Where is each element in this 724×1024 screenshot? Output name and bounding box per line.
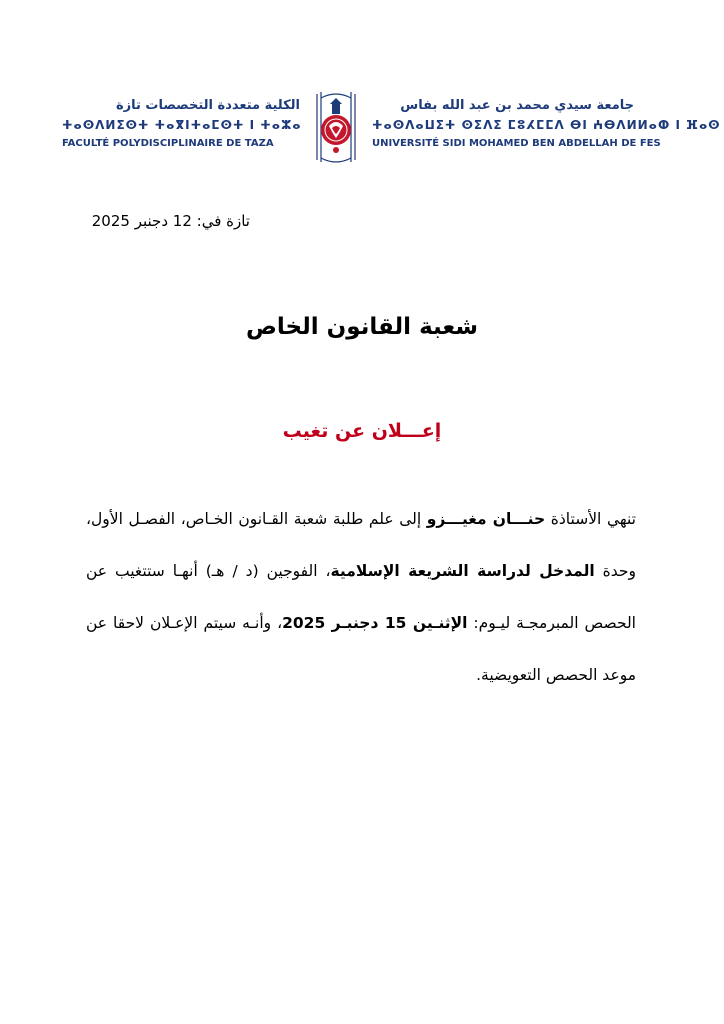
university-block <box>372 98 721 151</box>
announcement-body <box>86 493 636 701</box>
body-part-2: إلى علم طلبة شعبة القـانون الخـاص، الفصـل الأول، وحدة <box>86 510 637 580</box>
faculty-name-arabic: الكلية متعددة التخصصات تازة <box>115 98 300 113</box>
faculty-block <box>62 98 300 151</box>
absence-day: الإثنـين 15 دجنبـر 2025 <box>282 614 468 632</box>
department-title: شعبة القانون الخاص <box>245 314 479 340</box>
professor-name: حنـــان مغيـــزو <box>426 510 546 528</box>
university-logo-icon <box>305 88 367 166</box>
university-name-tifinagh: ⵜⴰⵙⴷⴰⵡⵉⵜ ⵙⵉⴷⵉ ⵎⵓⵃⵎⵎⴷ ⴱⵏ ⵄⴱⴷⵍⵍⴰⵀ ⵏ ⴼⴰⵙ <box>372 118 721 132</box>
document-date: تازة في: 12 دجنبر 2025 <box>91 212 250 230</box>
announcement-heading: إعـــلان عن تغيب <box>282 420 442 442</box>
body-part-1: تنهي الأستاذة <box>545 510 637 528</box>
letterhead <box>0 88 724 168</box>
module-name: المدخل لدراسة الشريعة الإسلامية <box>330 562 595 580</box>
body-part-4: ، وأنـه سيتم الإعـلان لاحقا عن موعد الحصص التعويضية. <box>86 614 636 684</box>
faculty-name-tifinagh: ⵜⴰⵙⴷⵍⵉⵙⵜ ⵜⴰⴳⵏⵜⴰⵎⵙⵜ ⵏ ⵜⴰⵣⴰ <box>62 118 302 132</box>
faculty-name-french: FACULTÉ POLYDISCIPLINAIRE DE TAZA <box>62 138 274 149</box>
university-name-french: UNIVERSITÉ SIDI MOHAMED BEN ABDELLAH DE FES <box>372 138 661 149</box>
university-name-arabic: جامعة سيدي محمد بن عبد الله بفاس <box>400 98 634 113</box>
body-part-3: ، الفوجين (د / هـ) أنهـا ستتغيب عن الحصص المبرمجـة ليـوم: <box>86 562 636 632</box>
